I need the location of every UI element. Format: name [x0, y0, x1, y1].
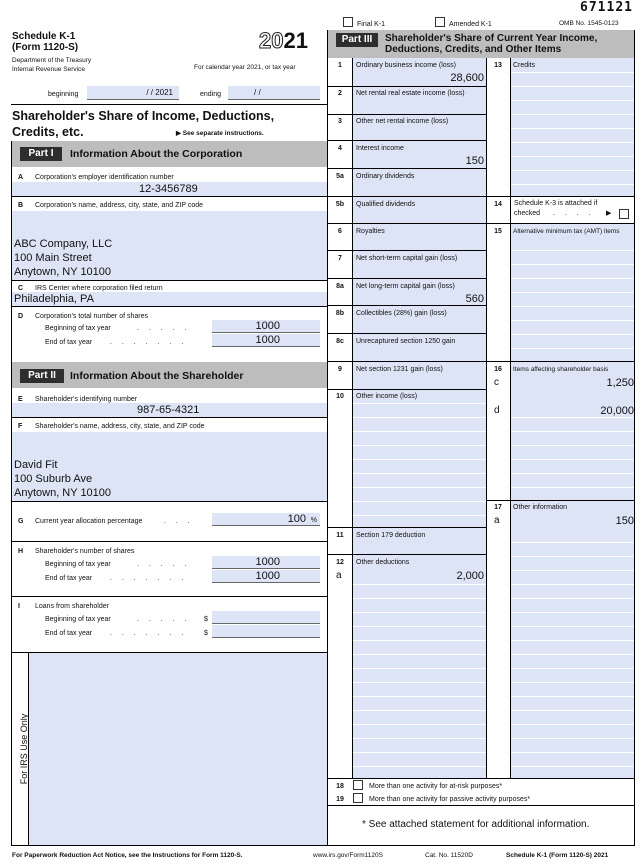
shareholder-id-label: Shareholder's identifying number: [35, 396, 138, 403]
row-b-letter: B: [18, 202, 24, 209]
irs-center-label: IRS Center where corporation filed return: [35, 285, 163, 292]
line11-label: Section 179 deduction: [356, 532, 426, 539]
calendar-year-label: For calendar year 2021, or tax year: [194, 64, 296, 71]
passive-activity-checkbox[interactable]: [353, 793, 363, 803]
attached-statement-note: * See attached statement for additional information.: [362, 819, 590, 830]
irs-name: Internal Revenue Service: [12, 66, 85, 73]
line11-num: 11: [336, 532, 344, 539]
part3-tag: Part III: [336, 33, 378, 47]
form-code: 671121: [580, 0, 633, 15]
line18-num: 18: [336, 783, 344, 790]
loans-end-field[interactable]: [212, 625, 320, 638]
row-i-letter: I: [18, 603, 20, 610]
line16-code-d: d: [494, 405, 500, 416]
line16-value-d[interactable]: 20,000: [600, 405, 634, 417]
corp-address-field[interactable]: [11, 211, 327, 280]
loans-begin-label: Beginning of tax year: [45, 616, 111, 623]
main-title-line1: Shareholder's Share of Income, Deductions,: [12, 109, 275, 123]
shareholder-id-value: 987-65-4321: [137, 404, 200, 416]
sh-shares-end-label: End of tax year: [45, 575, 93, 582]
line5b-num: 5b: [335, 201, 345, 208]
line15-label: Alternative minimum tax (AMT) items: [513, 228, 620, 235]
shareholder-name: David Fit: [14, 459, 58, 471]
allocation-value: 100: [287, 513, 306, 525]
row-e-letter: E: [18, 396, 23, 403]
form-title: Schedule K-1: [12, 31, 76, 42]
line7-num: 7: [338, 255, 342, 262]
line1-num: 1: [338, 62, 342, 69]
line19-label: More than one activity for passive activity purposes*: [369, 796, 531, 803]
line12-code: a: [336, 570, 342, 581]
shareholder-street: 100 Suburb Ave: [14, 473, 93, 485]
dot-leader: . . .: [164, 518, 194, 525]
line3-num: 3: [338, 118, 342, 125]
shareholder-shares-label: Shareholder's number of shares: [35, 548, 135, 555]
allocation-field[interactable]: [212, 513, 320, 526]
total-shares-label: Corporation's total number of shares: [35, 313, 149, 320]
line12-value[interactable]: 2,000: [456, 570, 484, 582]
beginning-date-field[interactable]: / / 2021: [87, 86, 179, 100]
beginning-label: beginning: [48, 91, 79, 98]
form-id-footer: Schedule K-1 (Form 1120-S) 2021: [506, 852, 609, 859]
line19-num: 19: [336, 796, 344, 803]
line10-label: Other income (loss): [356, 393, 418, 400]
tax-year-suffix: 21: [283, 28, 308, 53]
omb-number: OMB No. 1545-0123: [559, 20, 619, 27]
ein-value: 12-3456789: [139, 183, 198, 195]
sh-shares-begin-value: 1000: [255, 556, 280, 568]
irs-use-label: For IRS Use Only: [19, 713, 29, 785]
line12-num: 12: [336, 559, 344, 566]
corp-city: Anytown, NY 10100: [14, 266, 112, 278]
line5b-label: Qualified dividends: [356, 201, 416, 208]
final-k1-label: Final K-1: [357, 21, 386, 28]
loans-end-label: End of tax year: [45, 630, 93, 637]
corp-shares-begin-label: Beginning of tax year: [45, 325, 111, 332]
line17-label: Other information: [513, 504, 568, 511]
line16-code-c: c: [494, 377, 499, 388]
dot-leader: . . . . .: [137, 325, 191, 332]
line18-label: More than one activity for at-risk purposes*: [369, 783, 503, 790]
ein-field[interactable]: [11, 182, 327, 196]
dot-leader: . . . . . . .: [110, 630, 188, 637]
tax-year: [259, 28, 308, 54]
corp-shares-begin-value: 1000: [255, 320, 280, 332]
sh-shares-end-field[interactable]: [212, 570, 320, 583]
catalog-number: Cat. No. 11520D: [425, 852, 473, 859]
line7-label: Net short-term capital gain (loss): [356, 255, 458, 262]
line1-label: Ordinary business income (loss): [356, 62, 456, 69]
shareholder-address-field[interactable]: [11, 432, 327, 501]
line5a-label: Ordinary dividends: [356, 173, 415, 180]
line10-num: 10: [336, 393, 344, 400]
part2-tag: Part II: [20, 369, 64, 383]
corp-street: 100 Main Street: [14, 252, 92, 264]
line4-value[interactable]: 150: [465, 155, 484, 167]
part2-title: Information About the Shareholder: [70, 370, 244, 382]
row-h-letter: H: [18, 548, 24, 555]
dot-leader: . . . . .: [137, 616, 191, 623]
line4-label: Interest income: [356, 145, 404, 152]
irs-center-value: Philadelphia, PA: [14, 293, 94, 305]
row-a-letter: A: [18, 174, 24, 181]
ending-label: ending: [200, 91, 222, 98]
line8a-value[interactable]: 560: [465, 293, 484, 305]
line17-num: 17: [494, 504, 502, 511]
corp-name: ABC Company, LLC: [14, 238, 113, 250]
line8c-num: 8c: [336, 338, 344, 345]
row-g-letter: G: [18, 518, 24, 525]
line15-num: 15: [494, 228, 502, 235]
row-f-letter: F: [18, 423, 23, 430]
line16-num: 16: [494, 366, 502, 373]
part1-title: Information About the Corporation: [70, 148, 243, 160]
line6-label: Royalties: [356, 228, 385, 235]
corp-shares-end-value: 1000: [255, 334, 280, 346]
tax-year-prefix: 20: [259, 28, 284, 53]
amended-k1-checkbox[interactable]: [435, 17, 445, 27]
row-d-letter: D: [18, 313, 24, 320]
shareholder-city: Anytown, NY 10100: [14, 487, 112, 499]
corp-name-label: Corporation's name, address, city, state, and ZIP code: [35, 202, 203, 209]
part1-tag: Part I: [20, 147, 62, 161]
line5a-num: 5a: [336, 173, 344, 180]
k3-attached-checkbox[interactable]: [619, 209, 629, 219]
sh-shares-end-value: 1000: [255, 570, 280, 582]
shareholder-name-label: Shareholder's name, address, city, state, and ZIP code: [35, 423, 205, 430]
line13-label: Credits: [513, 62, 536, 69]
line13-num: 13: [494, 62, 502, 69]
paperwork-notice: For Paperwork Reduction Act Notice, see the Instructions for Form 1120-S.: [12, 852, 243, 859]
line8b-label: Collectibles (28%) gain (loss): [356, 310, 447, 317]
at-risk-checkbox[interactable]: [353, 780, 363, 790]
line17-code: a: [494, 515, 500, 526]
ending-date-field[interactable]: / /: [228, 86, 320, 100]
dot-leader: . . . .: [553, 210, 595, 217]
line6-num: 6: [338, 228, 342, 235]
line17-value[interactable]: 150: [615, 515, 634, 527]
percent-sign: %: [310, 517, 317, 524]
shareholder-id-field[interactable]: [11, 403, 327, 417]
dot-leader: . . . . . . .: [110, 575, 188, 582]
dot-leader: . . . . . . .: [110, 339, 188, 346]
line14-label1: Schedule K-3 is attached if: [514, 200, 598, 207]
line16-value-c[interactable]: 1,250: [606, 377, 634, 389]
line2-num: 2: [338, 90, 342, 97]
part3-title-line1: Shareholder's Share of Current Year Income,: [385, 33, 598, 44]
corp-shares-end-label: End of tax year: [45, 339, 93, 346]
sh-shares-begin-label: Beginning of tax year: [45, 561, 111, 568]
line14-num: 14: [494, 201, 502, 208]
line4-num: 4: [338, 145, 342, 152]
line9-num: 9: [338, 366, 342, 373]
line14-label2: checked: [514, 210, 541, 217]
irs-url[interactable]: www.irs.gov/Form1120S: [313, 852, 383, 859]
loans-begin-field[interactable]: [212, 611, 320, 624]
line16-label: Items affecting shareholder basis: [513, 366, 609, 373]
final-k1-checkbox[interactable]: [343, 17, 353, 27]
dollar-sign: $: [204, 616, 208, 623]
dot-leader: . . . . .: [137, 561, 191, 568]
corp-shares-end-field[interactable]: [212, 334, 320, 347]
arrow-icon: ▶: [606, 210, 612, 217]
row-c-letter: C: [18, 285, 24, 292]
part3-title-line2: Deductions, Credits, and Other Items: [385, 44, 562, 55]
line12-label: Other deductions: [356, 559, 410, 566]
line1-value[interactable]: 28,600: [450, 72, 484, 84]
form-subtitle: (Form 1120-S): [12, 42, 79, 53]
line8b-num: 8b: [335, 310, 345, 317]
amended-k1-label: Amended K-1: [449, 21, 492, 28]
main-title-line2: Credits, etc.: [12, 125, 84, 139]
irs-use-area: [29, 653, 327, 845]
line3-label: Other net rental income (loss): [356, 118, 449, 125]
allocation-label: Current year allocation percentage: [35, 518, 143, 525]
ein-label: Corporation's employer identification number: [35, 174, 174, 181]
dollar-sign: $: [204, 630, 208, 637]
line8a-label: Net long-term capital gain (loss): [356, 283, 455, 290]
dept-treasury: Department of the Treasury: [12, 57, 92, 64]
see-instructions: ▶ See separate instructions.: [176, 130, 264, 137]
line2-label: Net rental real estate income (loss): [356, 90, 465, 97]
corp-shares-begin-field[interactable]: [212, 320, 320, 333]
sh-shares-begin-field[interactable]: [212, 556, 320, 569]
irs-center-field[interactable]: [11, 292, 327, 306]
line8a-num: 8a: [336, 283, 344, 290]
other-items-value-column[interactable]: [510, 58, 634, 778]
line9-label: Net section 1231 gain (loss): [356, 366, 443, 373]
loans-label: Loans from shareholder: [35, 603, 109, 610]
line8c-label: Unrecaptured section 1250 gain: [356, 338, 456, 345]
